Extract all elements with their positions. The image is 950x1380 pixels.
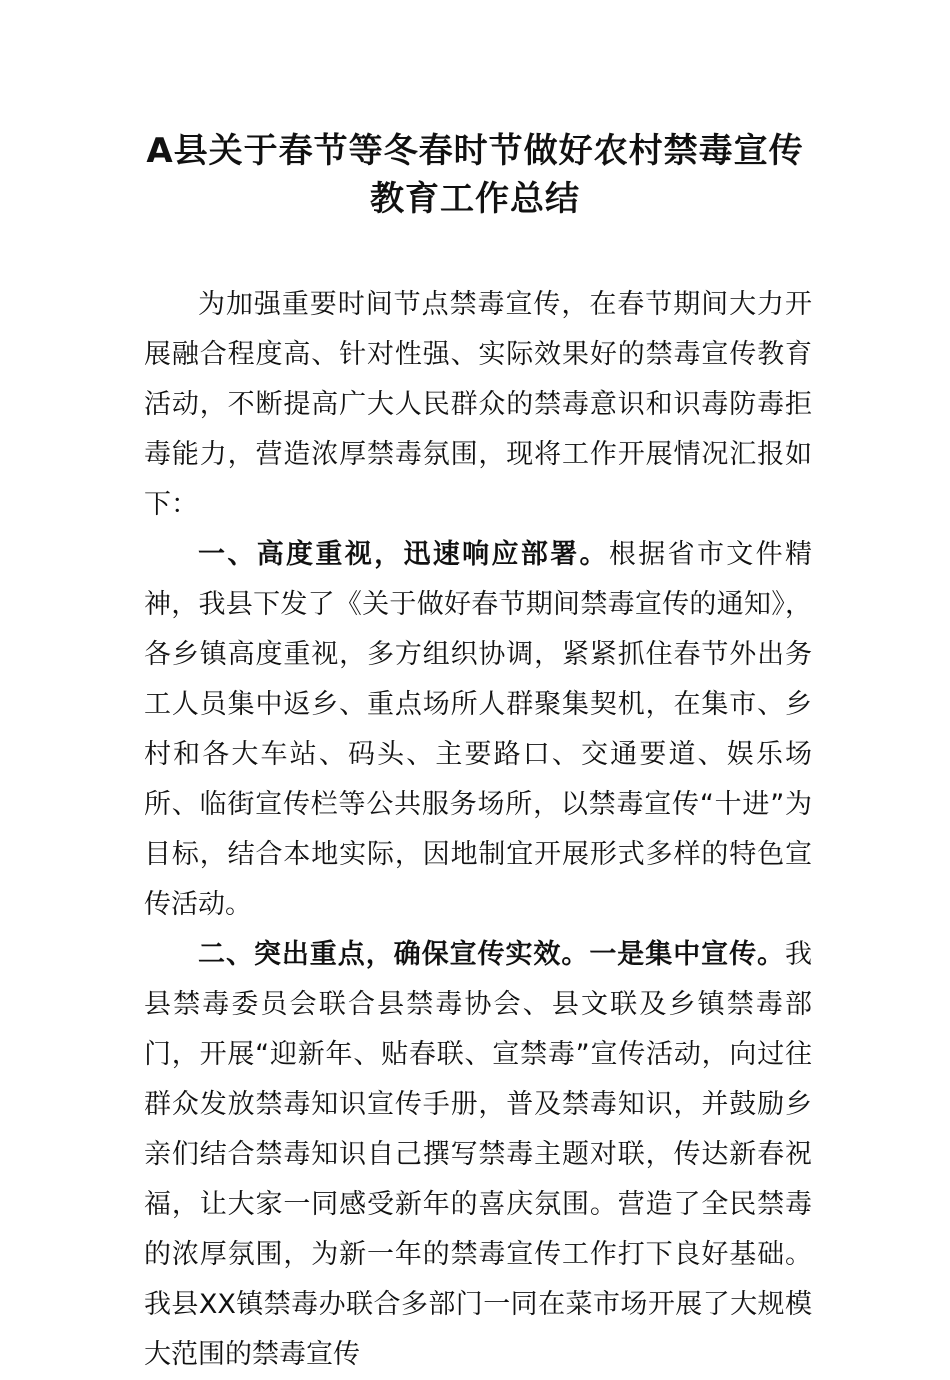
- paragraph-intro: [144, 280, 812, 530]
- paragraph-text: 根据省市文件精神，我县下发了《关于做好春节期间禁毒宣传的通知》，各乡镇高度重视，多方组织协调，紧紧抓住春节外出务工人员集中返乡、重点场所人群聚集契机，在集市、乡村和各大车站、码头、主要路口、交通要道、娱乐场所、临街宣传栏等公共服务场所，以禁毒宣传“十进”为目标，结合本地实际，因地制宜开展形式多样的特色宣传活动。: [144, 539, 813, 920]
- paragraph-lead: 一、高度重视，迅速响应部署。: [198, 539, 609, 570]
- paragraph-section-1: [144, 530, 812, 930]
- document-body: [144, 280, 812, 1380]
- paragraph-lead: 二、突出重点，确保宣传实效。一是集中宣传。: [198, 939, 785, 970]
- title-line-2: 教育工作总结: [370, 179, 580, 219]
- paragraph-text: 为加强重要时间节点禁毒宣传，在春节期间大力开展融合程度高、针对性强、实际效果好的禁毒宣传教育活动，不断提高广大人民群众的禁毒意识和识毒防毒拒毒能力，营造浓厚禁毒氛围，现将工作开展情况汇报如下：: [144, 289, 812, 520]
- paragraph-text: 我县禁毒委员会联合县禁毒协会、县文联及乡镇禁毒部门，开展“迎新年、贴春联、宣禁毒”宣传活动，向过往群众发放禁毒知识宣传手册，普及禁毒知识，并鼓励乡亲们结合禁毒知识自己撰写禁毒主题对联，传达新春祝福，让大家一同感受新年的喜庆氛围。营造了全民禁毒的浓厚氛围，为新一年的禁毒宣传工作打下良好基础。我县XX镇禁毒办联合多部门一同在菜市场开展了大规模大范围的禁毒宣传: [144, 939, 812, 1370]
- paragraph-section-2: [144, 930, 812, 1380]
- document-title: [100, 127, 850, 223]
- title-line-1: A县关于春节等冬春时节做好农村禁毒宣传: [146, 131, 804, 171]
